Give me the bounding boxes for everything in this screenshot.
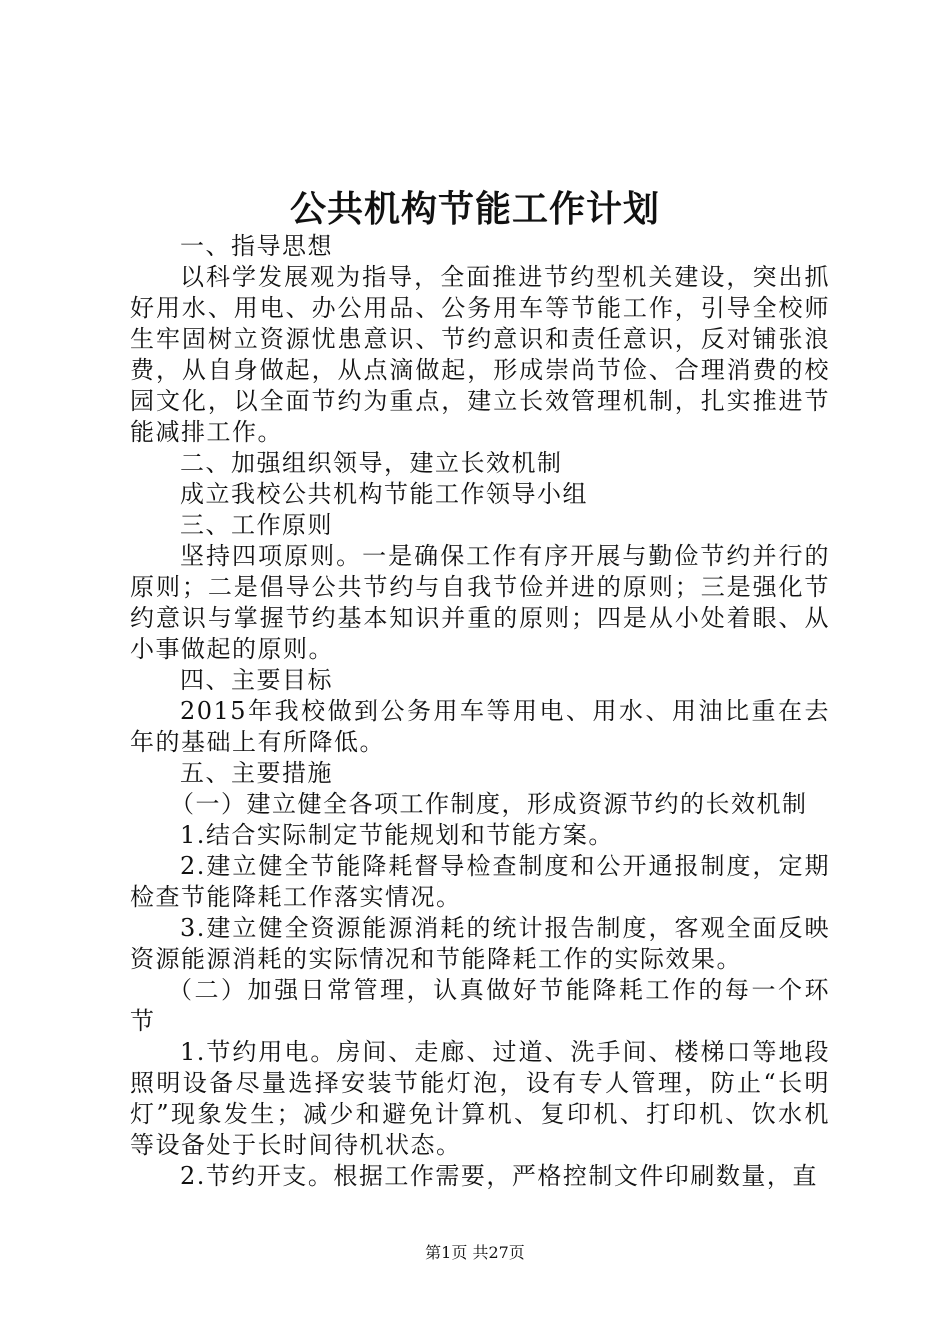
paragraph: 1.节约用电。房间、走廊、过道、洗手间、楼梯口等地段照明设备尽量选择安装节能灯泡，设有专人管理，防止“长明灯”现象发生；减少和避免计算机、复印机、打印机、饮水机等设备处于长时间待机状态。 <box>130 1038 830 1159</box>
paragraph: 三、工作原则 <box>180 511 333 539</box>
paragraph: 2.节约开支。根据工作需要，严格控制文件印刷数量，直 <box>180 1162 818 1190</box>
paragraph: 成立我校公共机构节能工作领导小组 <box>180 480 588 508</box>
paragraph: 坚持四项原则。一是确保工作有序开展与勤俭节约并行的原则；二是倡导公共节约与自我节俭并进的原则；三是强化节约意识与掌握节约基本知识并重的原则；四是从小处着眼、从小事做起的原则。 <box>130 542 830 663</box>
page-footer: 第1页 共27页 <box>425 1243 525 1262</box>
paragraph: （二）加强日常管理，认真做好节能降耗工作的每一个环节 <box>130 976 830 1035</box>
paragraph: 以科学发展观为指导，全面推进节约型机关建设，突出抓好用水、用电、办公用品、公务用车等节能工作，引导全校师生牢固树立资源忧患意识、节约意识和责任意识，反对铺张浪费，从自身做起，从点滴做起，形成崇尚节俭、合理消费的校园文化，以全面节约为重点，建立长效管理机制，扎实推进节能减排工作。 <box>130 263 830 446</box>
paragraph: 一、指导思想 <box>180 232 333 260</box>
paragraph: 2015年我校做到公务用车等用电、用水、用油比重在去年的基础上有所降低。 <box>130 697 830 756</box>
paragraph: 1.结合实际制定节能规划和节能方案。 <box>180 821 614 849</box>
document-body <box>130 231 830 1192</box>
paragraph: 3.建立健全资源能源消耗的统计报告制度，客观全面反映资源能源消耗的实际情况和节能降耗工作的实际效果。 <box>130 914 830 973</box>
paragraph: 2.建立健全节能降耗督导检查制度和公开通报制度，定期检查节能降耗工作落实情况。 <box>130 852 830 911</box>
page-title: 公共机构节能工作计划 <box>289 188 660 230</box>
paragraph: （一）建立健全各项工作制度，形成资源节约的长效机制 <box>170 790 808 818</box>
paragraph: 四、主要目标 <box>180 666 333 694</box>
paragraph: 五、主要措施 <box>180 759 333 787</box>
paragraph: 二、加强组织领导，建立长效机制 <box>180 449 563 477</box>
